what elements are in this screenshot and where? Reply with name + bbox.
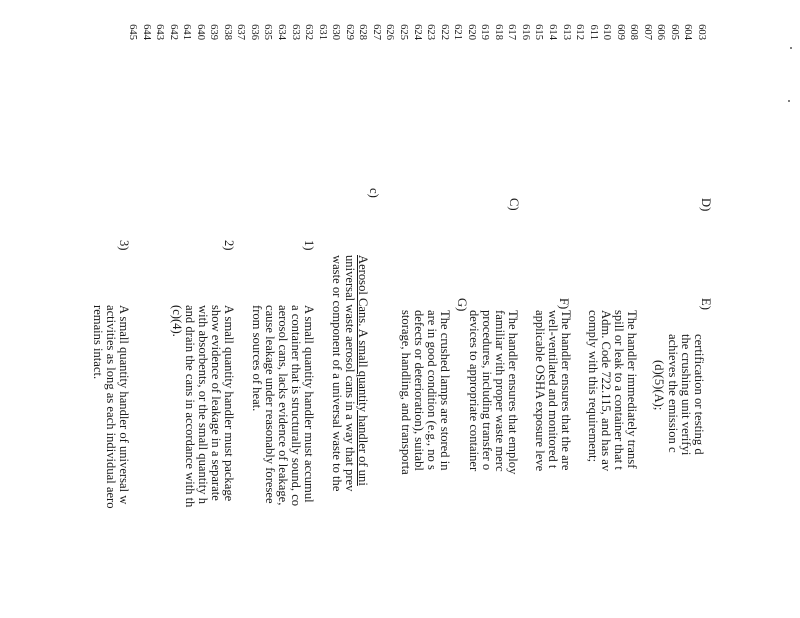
section-G-line-3: defects or deterioration), suitabl (412, 310, 426, 471)
line-number: 604 (682, 24, 694, 40)
line-number: 619 (479, 24, 491, 40)
section-marker-c2: 2) (222, 240, 236, 251)
line-number: 627 (370, 24, 382, 40)
line-number: 643 (154, 24, 166, 40)
line-number: 622 (438, 24, 450, 40)
section-E-line-3: applicable OSHA exposure leve (533, 310, 547, 472)
line-number: 625 (397, 24, 409, 40)
line-number: 609 (614, 24, 626, 40)
section-c2-line-1: A small quantity handler must package (222, 305, 236, 502)
section-D-line-1: The handler immediately transf (625, 310, 639, 469)
line-number: 618 (492, 24, 504, 40)
section-marker-F: F) (557, 298, 571, 310)
line-number: 607 (641, 24, 653, 40)
line-number: 621 (452, 24, 464, 40)
line-number: 610 (601, 24, 613, 40)
line-number: 605 (668, 24, 680, 40)
section-c1-line-2: a container that is structurally sound, co (289, 305, 303, 507)
section-C-line-3: achieves the emission c (666, 334, 680, 453)
line-number: 629 (343, 24, 355, 40)
section-marker-c3: 3) (117, 240, 131, 251)
line-number: 616 (519, 24, 531, 40)
line-number: 636 (248, 24, 260, 40)
line-number: 630 (330, 24, 342, 40)
line-number: 614 (546, 24, 558, 40)
section-C-line-4: (d)(5)(A); (652, 360, 666, 411)
section-F-line-2: familiar with proper waste merc (493, 310, 507, 472)
line-number: 608 (628, 24, 640, 40)
section-marker-G: G) (455, 298, 469, 312)
section-c3-line-1: A small quantity handler of universal w (117, 305, 131, 505)
section-F-line-3: procedures, including transfer o (480, 310, 494, 471)
line-number: 637 (235, 24, 247, 40)
section-G-line-4: storage, handling, and transporta (399, 310, 413, 475)
line-number: 617 (506, 24, 518, 40)
section-marker-c1: 1) (302, 240, 316, 251)
section-marker-C: C) (507, 198, 521, 211)
line-number: 626 (384, 24, 396, 40)
line-number: 638 (221, 24, 233, 40)
section-c1-line-3: aerosol cans, lacks evidence of leakage, (276, 305, 290, 506)
line-number: 641 (181, 24, 193, 40)
line-number: 631 (316, 24, 328, 40)
line-number: 615 (533, 24, 545, 40)
section-F-line-1: The handler ensures that employ (506, 310, 520, 475)
section-C-line-2: the crushing unit verifyi (679, 334, 693, 456)
section-D-line-3: Adm. Code 722.115, and has av (599, 310, 613, 472)
line-number: 640 (194, 24, 206, 40)
line-number: 606 (655, 24, 667, 40)
section-marker-c: c) (367, 188, 381, 198)
section-F-line-4: devices to appropriate container (467, 310, 481, 472)
section-c2-line-5: (c)(4). (170, 305, 184, 337)
section-c-line-1 (356, 255, 369, 486)
section-D-line-2: spill or leak to a container that t (612, 310, 626, 470)
line-number: 634 (276, 24, 288, 40)
line-number-column (125, 6, 708, 40)
section-C-line-1: certification or testing d (692, 334, 706, 455)
section-c1-line-4: cause leakage under reasonably foresee (263, 305, 277, 504)
section-marker-E: E) (699, 298, 713, 310)
line-number: 612 (574, 24, 586, 40)
line-number: 613 (560, 24, 572, 40)
section-c2-line-3: with absorbents, or the small quantity h (196, 305, 210, 505)
scan-speck (790, 47, 792, 49)
section-G-line-2: are in good condition (e.g., no s (425, 310, 439, 470)
section-c3-line-3: remains intact. (91, 305, 105, 380)
line-number: 623 (425, 24, 437, 40)
line-number: 639 (208, 24, 220, 40)
section-E-line-2: well-ventilated and monitored t (546, 310, 560, 469)
section-c-line-2: universal waste aerosol cans in a way that prev (343, 255, 357, 492)
line-number: 611 (587, 24, 599, 40)
line-number: 632 (303, 24, 315, 40)
section-G-line-1: The crushed lamps are stored in (438, 310, 452, 471)
line-number: 633 (289, 24, 301, 40)
line-number: 603 (696, 24, 707, 40)
section-D-line-4: comply with this requirement; (586, 310, 600, 463)
line-number: 620 (465, 24, 477, 40)
line-number: 624 (411, 24, 423, 40)
section-c3-line-2: activities as long as each individual aero (104, 305, 118, 509)
section-c2-line-2: show evidence of leakage in a separate (209, 305, 223, 501)
section-c1-line-5: from sources of heat. (250, 305, 264, 412)
scan-speck (788, 100, 790, 102)
section-c-heading: Aerosol Cans. A small quantity handler of uni (356, 255, 370, 486)
section-c-line-3: waste or component of a universal waste to the (330, 255, 344, 492)
section-c1-line-1: A small quantity handler must accumul (302, 305, 316, 503)
line-number: 644 (140, 24, 152, 40)
line-number: 628 (357, 24, 369, 40)
section-marker-D: D) (699, 198, 713, 212)
line-number: 642 (167, 24, 179, 40)
section-E-line-1: The handler ensures that the are (559, 310, 573, 471)
line-number: 645 (127, 24, 139, 40)
section-c2-line-4: and drain the cans in accordance with th (183, 305, 197, 508)
line-number: 635 (262, 24, 274, 40)
